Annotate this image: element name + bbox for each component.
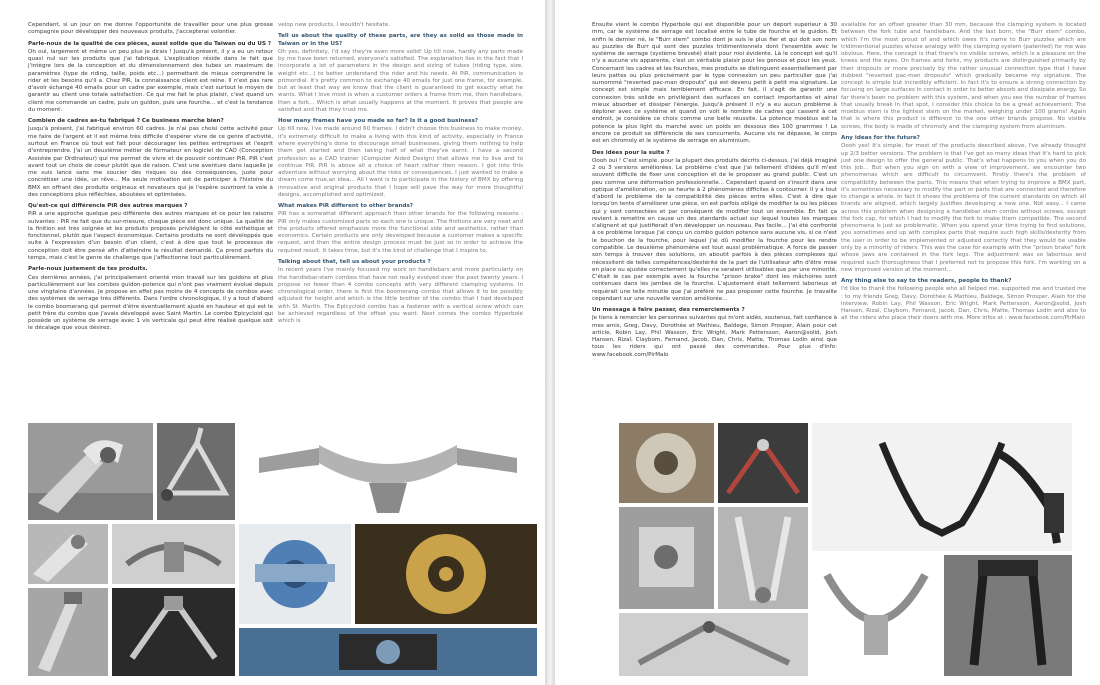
answer-text: Oh yes, definitely, I'd say they're even more solid! Up till now, hardly any parts made by me have been returned, everyone's satisfied. The explanation lies in the fact that I incorporate a lot of parameters in the design and sizing of tubes (riding type, size, weight etc...) to better understand the rider and his needs. At PiR, communication is primordial. It's pretty common to exchange 40 emails for just one frame, for example, but at least that way we know that the client is guaranteed to get exactly what he wants. What I love most is when a customer orders a frame from me, then handlebars, then a fork... Which is what usually happens at the moment. It proves that people are satisfied and that they trust me. bbox=[278, 48, 523, 113]
photo-fork-dropout bbox=[718, 507, 808, 609]
question-heading: Talking about that, tell us about your products ? bbox=[278, 258, 431, 265]
question-heading: How many frames have you made so far? Is it a good business? bbox=[278, 118, 479, 125]
photo-stem-bolts bbox=[619, 507, 714, 609]
right-page-english-column bbox=[841, 22, 1086, 417]
question-heading: Des idées pour la suite ? bbox=[592, 149, 670, 156]
photo-frame-weld bbox=[28, 524, 108, 584]
question-heading: Parle-nous justement de tes produits. bbox=[28, 266, 148, 273]
question-heading: Tell us about the quality of these parts, are they as solid as those made in Taiwan or in the US? bbox=[278, 33, 523, 47]
answer-text: Oooh oui ! C'est simple, pour la plupart des produits décrits ci-dessus, j'ai déjà imaginé 2 ou 3 versions améliorées. Le problème c'est que j'ai tellement d'idées qu'il m'est souvent difficile de fixer une conception et de le proposer au grand public. C'est un peu comme une déformation professionnelle... Cependant quand on s'inscrit dans une optique d'amélioration, on se heurte à 2 phénomènes difficiles à contourner. Il y a tout d'abord le problème de la compatibilité des pièces entre elles. C'est à dire que lorsqu'on tente d'améliorer une pièce, on est parfois obligé de modifier la ou les pièces qui y sont connectées et par conséquent de modifier tout un ensemble. En fait ça revient à remettre en cause un des standards actuel sur lequel toutes les marques s'alignent et qui justifierait d'en développer un nouveau. Pas facile... J'ai été confronté à ce problème lorsque j'ai conçu un combo guidon potence sans aucune vis, si ce n'est le bouchon de la fourche, pour lequel j'ai dû modifier la fourche pour les rendre compatible. Le deuxième phénomène est tout aussi problématique. A force de passer son temps à trouver des solutions, on aboutit parfois à des pièces complexes qui nécessitent de telles compétences/dextérité de la part de l'utilisateur afin d'être mise en place ou ajustée correctement qu'elles ne seraient utilisables que par une minorité. C'était le cas par exemple avec la fourche "prison brake" dont les mâchoires sont contenues dans les jambes de la fourche. L'ajustement était tellement laborieux et requérait une telle minutie que j'ai préféré ne pas proposer cette fourche. Je travaille cependant sur une nouvelle version améliorée... bbox=[592, 157, 837, 302]
photo-fork-black bbox=[944, 555, 1072, 676]
right-page-french-column bbox=[592, 22, 837, 417]
photo-rider-bike bbox=[718, 423, 808, 503]
answer-text: I'd like to thank the following people who all helped me, supported me and trusted me : to my friends Greg, Davy, Dorothée & Mathieu, Baldege, Simon Prosper, Alain for the interview, Robin Lay, Phil Wasson, Eric Wright, Mark Pettersson, Aaron@solid, Josh Hansen, Rizal, Claybom, Fernand, Jacob, Dan, Chris, Matte, Thomas Lodin and also to all the riders who place their doers with me. More infos at : www.facebook.com/PirMalo bbox=[841, 286, 1086, 322]
photo-handlebar-silver bbox=[239, 423, 537, 520]
answer-text: In recent years I've mainly focused my work on handlebars and more particularly on the handlebar-stem combos that have not really evolved over the past twenty years. I propose no fewer than 4 combo concepts with very different clamping systems. In chronological order, there is first the boomerang combo that allows it to be possibly adjusted for height and which is the little brother of the combo that I had developed with St. Martin. The Epicycloid combo has a fastener with a vertical screw which can be achieved regardless of the offset you want. Next comes the combo Hyperbole which is bbox=[278, 267, 523, 325]
intro-text: Cependant, si un jour on me donne l'opportunité de travailler pour une plus grosse compagnie pour développer des nouveaux produits, j'accepterai volontier. bbox=[28, 22, 273, 36]
question-heading: Any thing else to say to the readers, people to thank? bbox=[841, 278, 1012, 285]
intro-text: available for an offset greater than 30 mm, because the clamping system is located between the fork tube and handlebars. And the last born, the "Burr stem" combo, which I'm the most proud of and which owes it's name to Burr puzzles which are tridimentional puzzles whose analogy with the clamping system (patented) for me was obvious. Here, the concept is that there's no visible screws, which is a pleasure on the knees and the eyes. On frames and forks, my products are distinguished primarily by their dropouts or more precisely by the rather unusual connection type that I have dubbed "reverted pac-man dropouts" which gradually became my signature. The concept is simple but incredibly efficient. In fact it's to ensure a strong connection by focusing on large surfaces in contact in order to better absorb and dissipate energy. So far there's been no problem with this system, and when you see the number of frames that usually break in that spot, I consider this choice to be a great achievement. The moebius stem is the lightest stem on the market, weighing under 100 grams! Again that is where this product is different to the one other brands propose. No visible screws, the body is made of chromoly and the clamping system from aluminum. bbox=[841, 22, 1086, 130]
photo-dropout-closeup bbox=[28, 423, 153, 520]
left-page bbox=[0, 0, 545, 685]
photo-fork-crown bbox=[112, 588, 235, 676]
question-heading: Combien de cadres as-tu fabriqué ? Ce business marche bien? bbox=[28, 118, 224, 125]
answer-text: Oooh yes! It's simple, for most of the products described above, I've already thought up 2/3 better versions. The problem is that I've got so many ideas that it's hard to pick just one design to offer the general public. That's what happens to you when you do this job... But when you sign on with a view of improvement, we encounter two phenomenas which are difficult to circumvent. Firstly there's the problem of compatibility between the parts. This means that when trying to improve a BMX part, it's sometimes necessary to modify the part or parts that are connected and therefore to change a whole. In fact it shows the problems of the current standards on which all brands are aligned, which largely justifies developing a new one. Not easy... I came across this problem when designing a handlebar stem combo without screws, except the fork cap, for which I had to modify the fork to make them compatible. The second phenomena is just as problematic. When you spend your time trying to find solutions, you sometimes end up with complex parts that require such high skills/dexterity from the user in order to be implemented or adjusted correctly that they would be usable only by a minority of riders. This was the case for example with the "prison brake" fork whose jaws are contained in the fork legs. The adjustment was so laborious and required such thoroughness that I preferred not to propose this fork. I'm working on a new improved version at the moment... bbox=[841, 143, 1086, 273]
left-page-french-column bbox=[28, 22, 273, 417]
answer-text: Je tiens à remercier les personnes suivantes qui m'ont aidés, soutenus, fait confiance à mes amis, Greg, Davy, Dorothée et Mathieu, Baldege, Simon Prosper, Alain pour cet article, Robin Lay, Phil Wasson, Eric Wright, Mark Pettersson, Aaron@solid, Josh Hansen, Rizal, Claybom, Fernand, Jacob, Dan, Chris, Matte, Thomas Lodin ainsi que tous les riders qui ont passé des commandes. Pour plus d'info: www.facebook.com/PirMalo bbox=[592, 315, 837, 358]
question-heading: Any ideas for the future? bbox=[841, 134, 920, 141]
question-heading: What makes PiR different to other brands? bbox=[278, 203, 414, 210]
photo-stem-black bbox=[239, 628, 537, 676]
question-heading: Parle-nous de la qualité de ces pièces, aussi solide que du Taïwan ou du US ? bbox=[28, 40, 272, 47]
photo-bmx-frame bbox=[157, 423, 235, 520]
answer-text: Up till now, I've made around 60 frames. I didn't choose this business to make money, it's extremely difficult to make a living with this kind of activity, especially in France where everything's done to discourage small businesses, giving them nothing to help them get started and then taking half of what they've earnt. I have a second profession as a CAD trainer (Computer Aided Design) that allows me to live and to continue PiR. PiR is above all a choice of heart rather then reason. I got into this adventure without worrying about the risks or consequences, I just wanted to make a dream come true,an idea... All I want is to participate in the history of BMX by offering innovative and original products that I hope will pave the way for more thoughtful designs, accomplished and optimized. bbox=[278, 126, 523, 198]
right-page bbox=[555, 0, 1100, 685]
photo-stem-blue bbox=[239, 524, 351, 624]
answer-text: PiR has a somewhat different approach than other brands for the following reasons : PiR only makes customized parts so each one is unique. The finitions are very neat and the products offered emphasize more the functional side and aesthetics, rather than economics. Certain products are only developed because a customer makes a specific request, and then the entire design process must be just so in order to achieve the required result. It takes time, but it's the kind of challenge that I inspire to. bbox=[278, 211, 523, 254]
intro-text: Ensuite vient le combo Hyperbole qui est disponible pour un déport supérieur à 30 mm, car le système de serrage est localisé entre le tube de fourche et le guidon. Et enfin le dernier né, le "Burr stem" combo dont je suis le plus fier et qui doit son nom au puzzles de Burr qui sont des puzzles tridimentionnels dont l'ensemble avec le système de serrage (système breveté) était pour moi évidente. Là le concept est qu'il n'y a aucune vis apparente, c'est un véritable plaisir pour les genoux et pour les yeux. Concernant les cadres et les fourches, mes produits se distinguent essentiellement par leurs pattes ou plus précisément par le type connexion un peu particulier que j'ai surnommé "reverted pac-man dropouts" qui est devenu petit à petit ma signature. Le concept est simple mais terriblement efficace. En fait, il s'agit de garantir une connexion très solide en privilégiant des surfaces en contact importantes et ainsi mieux absorber et dissiper l'énergie. Jusqu'à présent il n'y a eu aucun problème à déplorer avec ce système et quand on voit le nombre de cadres qui cassent à cet endroit, je considère ce choix comme une belle réussite. La potence moebius est la potence la plus light du marché avec un poids en dessous des 100 grammes ! La encore ce produit se différencie de ses concurrents. Aucune vis ne dépasse, le corps est en chromoly et le système de serrage en aluminium. bbox=[592, 22, 837, 145]
question-heading: Un message à faire passer, des remerciements ? bbox=[592, 307, 745, 314]
photo-black-handlebar bbox=[812, 423, 1072, 551]
page-gutter bbox=[545, 0, 555, 685]
question-heading: Qu'est-ce qui différencie PiR des autres marques ? bbox=[28, 203, 188, 210]
answer-text: Oh oui, largement et même un peu plus je dirais ! Jusqu'à présent, il y a eu un retour quasi nul sur les produits que j'ai fabriqué. L'explication réside dans le fait que j'intègre lors de la conception et du dimensionnement des tubes un maximum de paramètres (type de riding, taille, poids etc...) permettant de mieux comprendre le rider et les besoins qu'il a. Chez PiR, la connaissance client est reine. Il n'est pas rare d'avoir échangé 40 emails pour un cadre par exemple, mais c'est surtout le moyen de garantir au client une totale satisfaction. Ce qui me fait le plus plaisir, c'est quand un client me commande un cadre, puis un guidon, puis une fourche... et c'est la tendance du moment. bbox=[28, 48, 273, 113]
photo-sprocket-gold bbox=[355, 524, 537, 624]
intro-text: velop new products, I wouldn't hesitate. bbox=[278, 22, 391, 28]
left-page-english-column bbox=[278, 22, 523, 417]
answer-text: Jusqu'à présent, j'ai fabriqué environ 60 cadres. Je n'ai pas choisi cette activité pour me faire de l'argent et il est même très difficile d'espérer vivre de ce genre d'activité, surtout en France où tout est fait pour décourager les petites entreprises et l'esprit d'entreprendre. J'ai un deuxième métier de formateur en logiciel de CAO (Conception Assistée par Ordinateur) qui me permet de vivre et de pouvoir continuer PiR. PiR c'est avant tout un choix de coeur plutôt que de raison. C'est une aventure dans laquelle je me suis lancé sans me soucier des risques ou des conséquences, juste pour concrétiser une idée, un rêve... Ma seule motivation est de participer à l'histoire du BMX en offrant des produits originaux et novateurs qui je l'espère ouvriront la voie à des conceptions plus réfléchies, aboutées et optimisées. bbox=[28, 126, 273, 198]
photo-frame-raw bbox=[619, 613, 808, 676]
photo-chainring bbox=[619, 423, 714, 503]
answer-text: Ces dernières années, j'ai principalement orienté mon travail sur les guidons et plus particulièrement sur les combos guidon-potence qui n'ont pas vraiment évolué depuis une vingtaine d'années. Je propose en effet pas moins de 4 concepts de combos avec des systèmes de serrage très différents. Dans l'ordre chronologique, il y a tout d'abord le combo boomerang qui permet d'être éventuellement ajusté en hauteur et qui est le petit frère du combo que j'avais développé avec Saint Martin. Le combo Epicycloid qui possède un système de serrage avec 1 vis verticale qui peut être réalisé quelque soit le décalage que vous désirez. bbox=[28, 274, 273, 332]
photo-frame-head bbox=[28, 588, 108, 676]
photo-stem-detail bbox=[112, 524, 235, 584]
answer-text: PiR a une approche quelque peu différente des autres marques et ce pour les raisons suivantes : PiR ne fait que du sur-mesure, chaque pièce est donc unique. La qualité de la finition est très soignée et les produits proposés privilégient le côté esthétique et fonctionnel, plutôt que l'aspect économique. Certains produits ne sont développés que suite à l'expression d'un besoin d'un client, c'est à dire que tout le processus de conception doit être pensé afin d'atteindre le résultat demandé. Ça prend parfois du temps, mais c'est le genre de challenge que j'affectionne tout particulièrement. bbox=[28, 211, 273, 261]
photo-stem-chrome bbox=[812, 555, 940, 676]
